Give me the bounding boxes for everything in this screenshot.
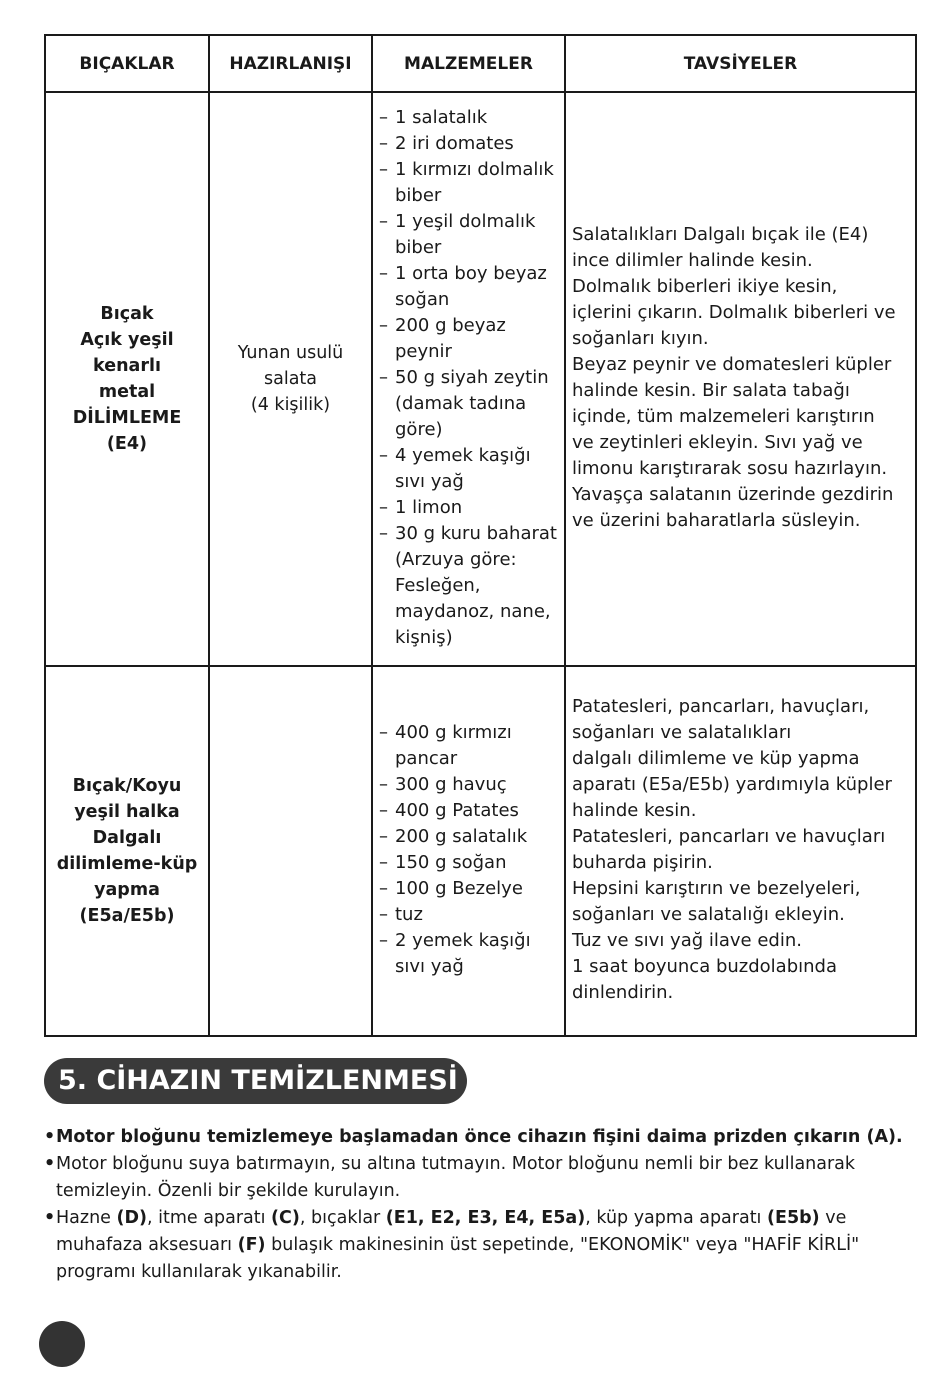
part-label: (F) [237, 1235, 266, 1255]
header-preparation: HAZIRLANIŞI [209, 35, 372, 92]
part-label: (D) [116, 1208, 148, 1228]
tip-line: Patatesleri, pancarları ve havuçları [572, 826, 886, 847]
ingredients-cell [372, 666, 565, 1036]
text-run: , bıçaklar [299, 1208, 386, 1228]
list-item: – 30 g kuru baharat (Arzuya göre: Fesleğen, maydanoz, nane, kişniş) [379, 521, 558, 651]
tip-line: dinlendirin. [572, 982, 674, 1003]
part-label: (E1, E2, E3, E4, E5a) [385, 1208, 586, 1228]
tips-cell [565, 666, 916, 1036]
tip-line: limonu karıştırarak sosu hazırlayın. [572, 458, 888, 479]
blade-line: (E5a/E5b) [79, 906, 175, 926]
tip-line: içlerini çıkarın. Dolmalık biberleri ve [572, 302, 896, 323]
blade-line: Bıçak [100, 304, 154, 324]
blade-cell [45, 666, 209, 1036]
list-item: – 400 g Patates [379, 798, 558, 824]
tip-line: buharda pişirin. [572, 852, 713, 873]
blade-line: kenarlı [93, 356, 161, 376]
text-run: bulaşık makinesinin üst sepetinde, "EKONOMİK" veya "HAFİF KİRLİ" programı kullanılarak yıkanabilir. [56, 1235, 860, 1282]
tip-line: Patatesleri, pancarları, havuçları, [572, 696, 870, 717]
table-row [45, 666, 916, 1036]
tip-line: soğanları kıyın. [572, 328, 709, 349]
section-title: 5. CİHAZIN TEMİZLENMESİ [44, 1058, 467, 1104]
recipe-table [44, 34, 917, 1037]
tip-line: halinde kesin. [572, 800, 697, 821]
tip-line: soğanları ve salatalığı ekleyin. [572, 904, 845, 925]
list-item: – 100 g Bezelye [379, 876, 558, 902]
blade-cell [45, 92, 209, 666]
list-item: – 2 yemek kaşığı sıvı yağ [379, 928, 558, 980]
ingredient-list [379, 105, 558, 651]
list-item: – 150 g soğan [379, 850, 558, 876]
tip-line: ve zeytinleri ekleyin. Sıvı yağ ve [572, 432, 863, 453]
list-item: – 1 yeşil dolmalık biber [379, 209, 558, 261]
part-label: (C) [271, 1208, 300, 1228]
tip-line: soğanları ve salatalıkları [572, 722, 792, 743]
list-item: – 4 yemek kaşığı sıvı yağ [379, 443, 558, 495]
tip-line: ince dilimler halinde kesin. [572, 250, 813, 271]
header-tips: TAVSİYELER [565, 35, 916, 92]
list-item: – 2 iri domates [379, 131, 558, 157]
blade-line: Açık yeşil [80, 330, 174, 350]
list-item: – 1 orta boy beyaz soğan [379, 261, 558, 313]
blade-line: DİLİMLEME [72, 408, 182, 428]
list-item: – 300 g havuç [379, 772, 558, 798]
list-item: – 1 salatalık [379, 105, 558, 131]
part-label: (E5b) [767, 1208, 820, 1228]
text-run: , itme aparatı [147, 1208, 272, 1228]
blade-line: Dalgalı [92, 828, 162, 848]
header-blades: BIÇAKLAR [45, 35, 209, 92]
tip-line: dalgalı dilimleme ve küp yapma [572, 748, 860, 769]
blade-line: yapma [94, 880, 160, 900]
list-item: • Motor bloğunu temizlemeye başlamadan önce cihazın fişini daima prizden çıkarın (A). [44, 1124, 934, 1151]
tip-line: Beyaz peynir ve domatesleri küpler [572, 354, 892, 375]
text-run: , küp yapma aparatı [585, 1208, 767, 1228]
list-item: – 1 kırmızı dolmalık biber [379, 157, 558, 209]
list-item: – 400 g kırmızı pancar [379, 720, 558, 772]
prep-line: Yunan usulü [237, 343, 344, 363]
text-run: Hazne [56, 1208, 117, 1228]
prep-line: (4 kişilik) [250, 395, 331, 415]
list-item: – 200 g salatalık [379, 824, 558, 850]
blade-line: Bıçak/Koyu [72, 776, 182, 796]
list-item: – tuz [379, 902, 558, 928]
table-row [45, 92, 916, 666]
tip-line: Yavaşça salatanın üzerinde gezdirin [572, 484, 894, 505]
blade-line: dilimleme-küp [56, 854, 198, 874]
list-item: • Motor bloğunu suya batırmayın, su altına tutmayın. Motor bloğunu nemli bir bez kullanarak temizleyin. Özenli bir şekilde kurulayın. [44, 1151, 934, 1205]
blade-line: metal [98, 382, 156, 402]
tip-line: Hepsini karıştırın ve bezelyeleri, [572, 878, 861, 899]
table-header-row [45, 35, 916, 92]
tips-cell [565, 92, 916, 666]
tip-line: 1 saat boyunca buzdolabında [572, 956, 837, 977]
list-item: – 50 g siyah zeytin (damak tadına göre) [379, 365, 558, 443]
blade-line: yeşil halka [74, 802, 180, 822]
tip-line: Dolmalık biberleri ikiye kesin, [572, 276, 838, 297]
tip-line: Tuz ve sıvı yağ ilave edin. [572, 930, 802, 951]
tip-line: içinde, tüm malzemeleri karıştırın [572, 406, 875, 427]
tip-line: ve üzerini baharatlarla süsleyin. [572, 510, 861, 531]
tip-line: Salatalıkları Dalgalı bıçak ile (E4) [572, 224, 869, 245]
list-item: – 200 g beyaz peynir [379, 313, 558, 365]
preparation-cell [209, 666, 372, 1036]
blade-line: (E4) [106, 434, 148, 454]
ingredients-cell [372, 92, 565, 666]
ingredient-list [379, 720, 558, 980]
tip-line: aparatı (E5a/E5b) yardımıyla küpler [572, 774, 892, 795]
prep-line: salata [263, 369, 317, 389]
header-ingredients: MALZEMELER [372, 35, 565, 92]
preparation-cell [209, 92, 372, 666]
cleaning-instructions [44, 1124, 934, 1286]
list-item [44, 1205, 934, 1286]
list-item: – 1 limon [379, 495, 558, 521]
text-run: ve muhafaza aksesuarı [56, 1208, 847, 1255]
tip-line: halinde kesin. Bir salata tabağı [572, 380, 850, 401]
page-marker [39, 1321, 85, 1367]
